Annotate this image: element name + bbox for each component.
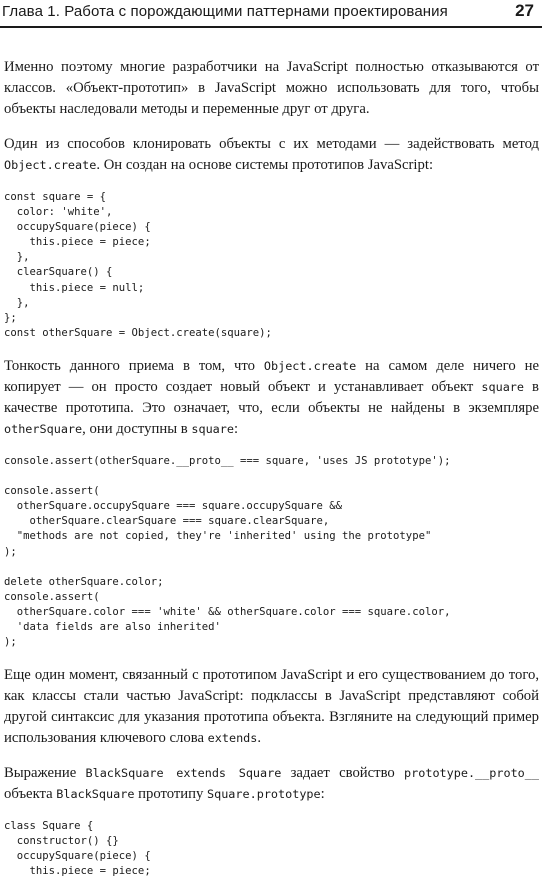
inline-code: square	[191, 421, 234, 436]
code-block-class-square: class Square { constructor() {} occupySquare(piece) { this.piece = piece;	[4, 820, 151, 878]
inline-code: otherSquare	[4, 421, 83, 436]
inline-code: square	[481, 379, 525, 394]
paragraph-extends-expression	[4, 763, 539, 805]
inline-code: Object.create	[4, 158, 97, 172]
text-run: объекта	[4, 786, 57, 803]
text-run: Один из способов клонировать объекты с их методами — задействовать метод	[4, 136, 539, 152]
paragraph-prototype-explained	[4, 356, 539, 440]
text-run: Тонкость данного приема в том, что	[4, 357, 264, 374]
text-run: Еще один момент, связанный с прототипом JavaScript и его существованием до того, как классы стали частью JavaScript: подклассы в JavaScript представляют собой другой синтаксис для указания прототипа объекта. Взгляните на следующий пример использования ключевого слова	[4, 667, 539, 747]
paragraph-intro: Именно поэтому многие разработчики на JavaScript полностью отказываются от классов. «Объект-прототип» в JavaScript можно использовать для того, чтобы объекты наследовали методы и переменные друг от друга.	[4, 59, 539, 117]
inline-code: Object.create	[263, 358, 357, 373]
text-run: .	[257, 730, 262, 747]
code-block-console-assert: console.assert(otherSquare.__proto__ === square, 'uses JS prototype'); console.assert( otherSquare.occupySquare === square.occupySquare && otherSquare.clearSquare === square.clearSquare, "methods are not copied, they're 'inherited' using the prototype" ); delete otherSquare.color; console.assert( otherSquare.color === 'white' && otherSquare.color === square.color, 'data fields are also inherited' );	[4, 454, 451, 649]
text-run: :	[233, 420, 239, 437]
paragraph-subclass-syntax	[4, 665, 539, 749]
text-run: , они доступны в	[82, 420, 192, 437]
running-header	[0, 0, 542, 28]
text-run: :	[320, 786, 325, 803]
text-run: на самом деле ничего не копирует — он просто создает новый объект и устанавливает объект	[4, 357, 539, 395]
code-block-square-object: const square = { color: 'white', occupySquare(piece) { this.piece = piece; }, clearSquare() { this.piece = null; }, }; const otherSquare = Object.create(square);	[4, 191, 272, 339]
text-run: задает свойство	[281, 765, 405, 782]
inline-code: extends	[207, 731, 258, 746]
page-body	[4, 57, 539, 895]
text-run: Выражение	[4, 765, 86, 782]
inline-code: prototype.__proto__	[404, 766, 539, 781]
inline-code: BlackSquare extends Square	[85, 766, 282, 781]
paragraph-object-create	[4, 134, 539, 176]
text-run: в качестве прототипа. Это означает, что, если объекты не найдены в экземпляре	[4, 378, 539, 416]
text-run: . Он создан на основе системы прототипов JavaScript:	[96, 157, 434, 173]
inline-code: Square.prototype	[207, 787, 321, 802]
inline-code: BlackSquare	[56, 787, 135, 802]
chapter-title: Глава 1. Работа с порождающими паттернами проектирования	[2, 3, 448, 20]
page-number: 27	[515, 1, 534, 20]
text-run: прототипу	[134, 786, 207, 803]
